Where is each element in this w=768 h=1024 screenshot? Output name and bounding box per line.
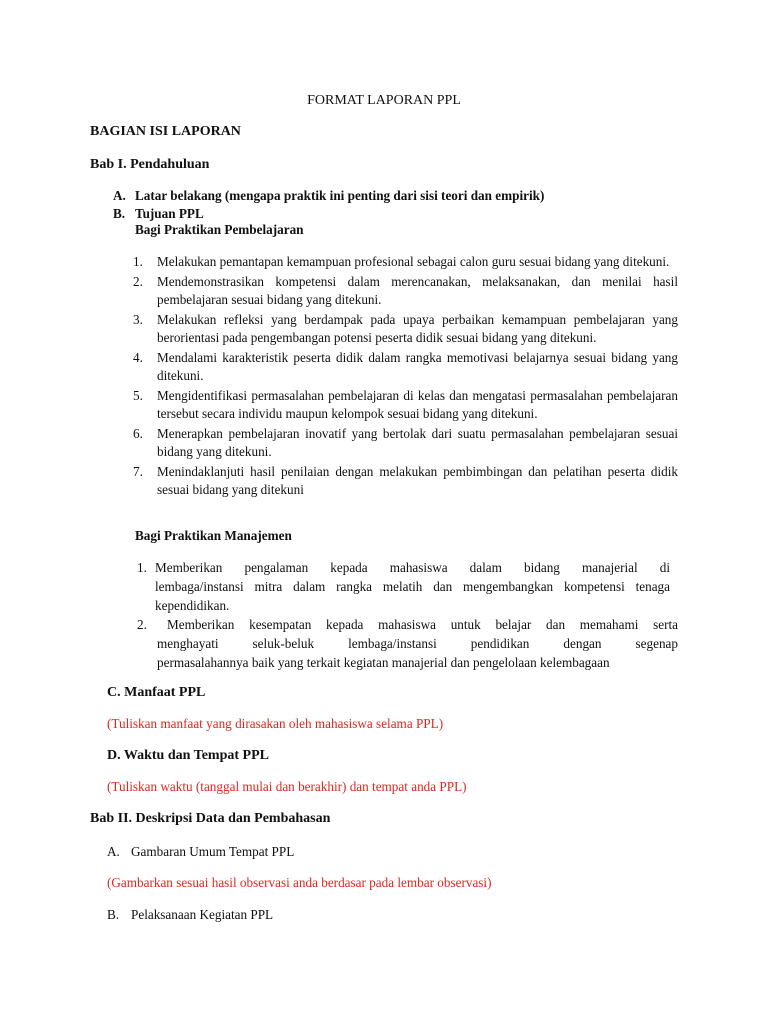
bab1-a-text: Latar belakang (mengapa praktik ini penting dari sisi teori dan empirik) (135, 188, 545, 203)
bab1-a-marker: A. (113, 188, 126, 203)
list-item-number: 5. (133, 388, 143, 403)
list-item (133, 463, 678, 499)
list-item-number: 6. (133, 426, 143, 441)
bab2-title: Bab II. Deskripsi Data dan Pembahasan (90, 811, 331, 826)
section-heading: BAGIAN ISI LAPORAN (90, 124, 241, 139)
list-item (137, 558, 678, 615)
list-item (133, 311, 678, 347)
list-item-number: 7. (133, 464, 143, 479)
list-item-text: Melakukan pemantapan kemampuan profesional sebagai calon guru sesuai bidang yang ditekuni. (157, 254, 670, 269)
list-item-text: Menerapkan pembelajaran inovatif yang bertolak dari suatu permasalahan pembelajaran sesuai bidang yang ditekuni. (157, 426, 678, 459)
subheading-pembelajaran: Bagi Praktikan Pembelajaran (135, 222, 304, 237)
bab2-a-marker: A. (107, 844, 120, 859)
list-item (133, 253, 678, 271)
bab2-a-note: (Gambarkan sesuai hasil observasi anda berdasar pada lembar observasi) (107, 875, 492, 890)
list-item-text: lembaga/instansi mitra dalam rangka melatih dan mengembangkan kompetensi tenaga (155, 579, 670, 594)
bab2-a-text: Gambaran Umum Tempat PPL (131, 844, 295, 859)
bab1-title: Bab I. Pendahuluan (90, 157, 210, 172)
manajemen-list (137, 558, 678, 672)
list-item-text: Mendalami karakteristik peserta didik dalam rangka memotivasi belajarnya sesuai bidang yang ditekuni. (157, 350, 678, 383)
list-item (133, 349, 678, 385)
bab1-c-note: (Tuliskan manfaat yang dirasakan oleh mahasiswa selama PPL) (107, 716, 444, 731)
bab1-b-text: Tujuan PPL (135, 206, 204, 221)
list-item-text: Mengidentifikasi permasalahan pembelajaran di kelas dan mengatasi permasalahan pembelajaran tersebut secara individu maupun kelompok sesuai bidang yang ditekuni. (157, 388, 678, 421)
bab1-c-title: C. Manfaat PPL (107, 685, 206, 700)
list-item-text: menghayati seluk-beluk lembaga/instansi pendidikan dengan segenap (157, 636, 678, 651)
pembelajaran-list (133, 253, 678, 501)
list-item-text: permasalahannya baik yang terkait kegiatan manajerial dan pengelolaan kelembagaan (157, 655, 610, 670)
list-item (133, 425, 678, 461)
bab2-b-text: Pelaksanaan Kegiatan PPL (131, 907, 274, 922)
list-item-text: Menindaklanjuti hasil penilaian dengan melakukan pembimbingan dan pelatihan peserta didik sesuai bidang yang ditekuni (157, 464, 678, 497)
subheading-manajemen: Bagi Praktikan Manajemen (135, 528, 292, 543)
list-item-number: 2. (133, 274, 143, 289)
bab1-d-title: D. Waktu dan Tempat PPL (107, 748, 269, 763)
bab1-b-marker: B. (113, 206, 126, 221)
list-item-number: 2. (137, 617, 147, 632)
list-item-number: 4. (133, 350, 143, 365)
list-item-text: Mendemonstrasikan kompetensi dalam merencanakan, melaksanakan, dan menilai hasil pembelajaran sesuai bidang yang ditekuni. (157, 274, 678, 307)
bab1-d-note: (Tuliskan waktu (tanggal mulai dan berakhir) dan tempat anda PPL) (107, 779, 467, 794)
document-title: FORMAT LAPORAN PPL (307, 93, 461, 108)
list-item-number: 3. (133, 312, 143, 327)
list-item-number: 1. (133, 254, 143, 269)
list-item (133, 387, 678, 423)
list-item-text: Melakukan refleksi yang berdampak pada upaya perbaikan kemampuan pembelajaran yang berorientasi pada pengembangan potensi peserta didik sesuai bidang yang ditekuni. (157, 312, 678, 345)
list-item (137, 615, 678, 672)
list-item-text: kependidikan. (155, 598, 230, 613)
list-item-text: Memberikan kesempatan kepada mahasiswa untuk belajar dan memahami serta (167, 617, 678, 632)
bab2-b-marker: B. (107, 907, 120, 922)
list-item (133, 273, 678, 309)
list-item-text: Memberikan pengalaman kepada mahasiswa dalam bidang manajerial di (155, 560, 670, 575)
list-item-number: 1. (137, 560, 147, 575)
